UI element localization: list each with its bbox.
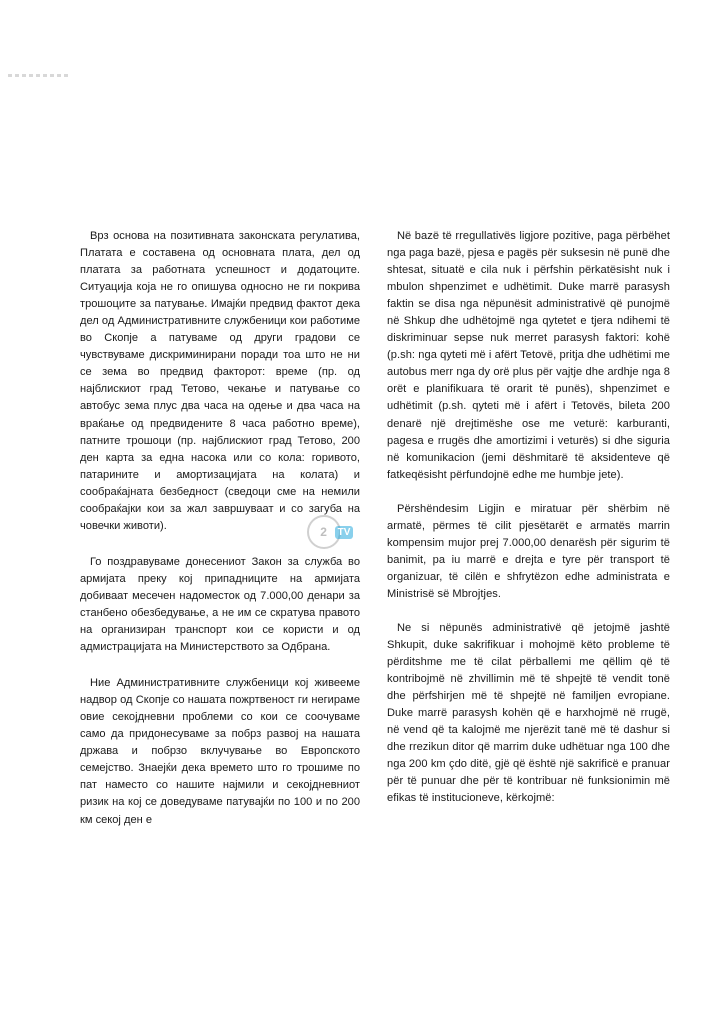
- scan-artifact: [8, 74, 68, 77]
- channel-badge: TV: [335, 526, 354, 539]
- paragraph: Врз основа на позитивната законската регулатива, Платата е составена од основната плата, дел од платата за работната успешност и додатоците. Ситуација која не го опишува односно не ги покрива трошоците за патување. Имајќи предвид фактот дека дел од Административните службеници кои работиме во Скопје а патуваме од други градови се чувствуваме дискриминирани поради тоа што не ни се зема во предвид факторот: време (пр. од најблискиот град Тетово, чекање и патување со автобус зема плус два часа на одење и два часа на враќање од предвидените 8 часа работно време), патните трошоци (пр. најблискиот град Тетово, 200 ден карта за една насока или со кола: горивото, патарините и амортизацијата на колата) и сообраќајната безбедност (сведоци сме на немили сообраќајки кои за жал завршуваат и со загуба на човечки животи).: [80, 230, 360, 532]
- right-column-albanian: [387, 228, 670, 848]
- paragraph: Në bazë të rregullativës ligjore pozitive, paga përbëhet nga paga bazë, pjesa e pagës për suksesin në punë dhe shtesat, situatë e cila nuk i përfshin përkatësisht nuk i mbulon shpenzimet e udhëtimit. Duke marrë parasysh faktin se disa nga nëpunësit administrativë që punojmë në Shkup dhe udhëtojmë nga qytetet e tjera ndihemi të diskriminuar sepse nuk merret parasysh faktori: kohë (p.sh: nga qyteti më i afërt Tetovë, pritja dhe udhëtimi me autobus merr nga dy orë plus për vajtje dhe ardhje nga 8 orët e planifikuara të orarit të punës), shpenzimet e udhëtimit (p.sh. qyteti më i afërt i Tetovës, bileta 200 denarë një drejtimëshe ose me veturë: karburanti, pagesa e rrugës dhe amortizimi i veturës) si dhe siguria në komunikacion (jemi dëshmitarë të aksidenteve që fatkeqësisht përfundojnë edhe me humbje jete).: [387, 230, 670, 481]
- document-page: [80, 228, 670, 848]
- paragraph: Го поздравуваме донесениот Закон за служба во армијата преку кој припадниците на армијата добиваат месечен надоместок од 7.000,00 денари за станбено обезбедување, а не им се скратува правото на организиран транспорт кои се користи и од адмистрацијата на Министерството за Одбрана.: [80, 555, 360, 654]
- left-column-macedonian: [80, 228, 360, 848]
- paragraph: Ne si nëpunës administrativë që jetojmë jashtë Shkupit, duke sakrifikuar i mohojmë këto probleme të përditshme me të cilat përballemi me qëllim që të kontribojmë në zhvillimin më të shpejtë të vendit tonë dhe përfshirjen më të shpejtë në familjen evropiane. Duke marrë parasysh kohën që e harxhojmë në rrugë, në vend që ta kalojmë me njerëzit tanë më të dashur si dhe rrezikun ditor që marrim duke udhëtuar nga 100 dhe nga 200 km çdo ditë, gjë që është një sakrificë e pranuar për të punuar dhe për të kontribuar në funksionimin më efikas të institucioneve, kërkojmë:: [387, 621, 670, 805]
- paragraph: Ние Административните службеници кој живееме надвор од Скопје со нашата пожртвеност ги негираме овие секојдневни проблеми со кои се соочуваме само да придонесуваме за побрз развој на нашата држава и побрзо вклучување во Европското семејство. Знаејќи дека времето што го трошиме по пат наместо со нашите најмили и секојдневниот ризик на кој се доведуваме патувајќи по 100 и по 200 км секој ден е: [80, 677, 360, 826]
- channel-logo-icon: 2: [307, 515, 341, 549]
- paragraph: Përshëndesim Ligjin e miratuar për shërbim në armatë, përmes të cilit pjesëtarët e armatës marrin kompensim mujor prej 7.000,00 denarësh për sigurim të banimit, pa iu marrë e drejta e tyre për transport të organizuar, të cilën e shfrytëzon edhe administrata e Ministrisë së Mbrojtjes.: [387, 502, 670, 600]
